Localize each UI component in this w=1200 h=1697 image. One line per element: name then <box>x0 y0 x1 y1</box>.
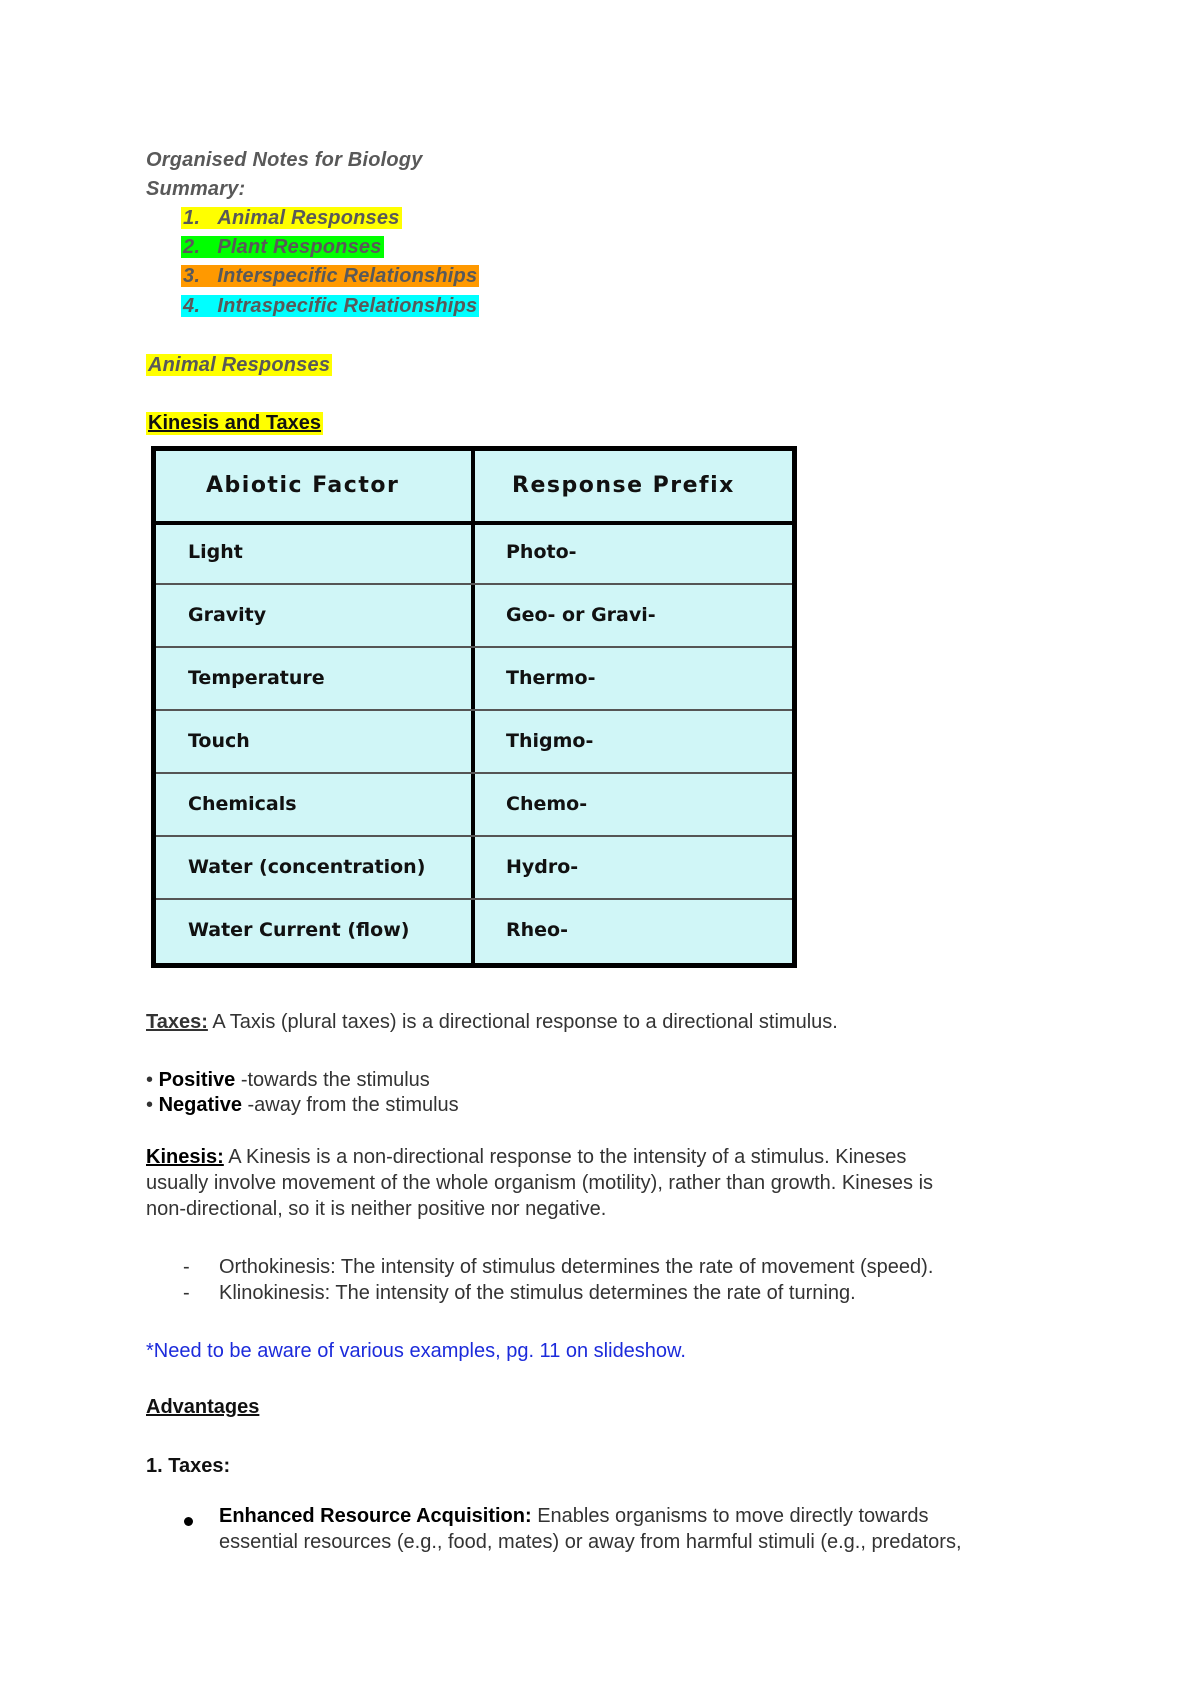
table-cell-prefix: Hydro- <box>506 856 579 878</box>
table-rule <box>156 898 792 900</box>
table-cell-factor: Temperature <box>188 667 325 689</box>
advantage-item-line-1: Enhanced Resource Acquisition: Enables organisms to move directly towards <box>219 1505 929 1527</box>
table-cell-factor: Water (concentration) <box>188 856 426 878</box>
table-rule <box>156 583 792 585</box>
table-cell-factor: Light <box>188 541 243 563</box>
summary-item-highlight: 3. Interspecific Relationships <box>183 265 478 287</box>
table-rule <box>156 709 792 711</box>
table-cell-factor: Gravity <box>188 604 267 626</box>
table-header-factor: Abiotic Factor <box>206 473 400 498</box>
table-cell-prefix: Thigmo- <box>506 730 594 752</box>
bullet-icon <box>184 1513 193 1531</box>
kinesis-paragraph-line-2: usually involve movement of the whole organism (motility), rather than growth. Kineses is <box>146 1172 934 1194</box>
kinesis-paragraph-line-3: non-directional, so it is neither positive nor negative. <box>146 1198 607 1220</box>
table-body <box>156 451 792 963</box>
slideshow-note: *Need to be aware of various examples, pg. 11 on slideshow. <box>146 1340 686 1362</box>
table-cell-prefix: Photo- <box>506 541 577 563</box>
table-rule <box>156 646 792 648</box>
abiotic-factor-table <box>151 446 797 968</box>
table-cell-prefix: Rheo- <box>506 919 568 941</box>
table-cell-factor: Chemicals <box>188 793 297 815</box>
summary-item-4 <box>181 295 479 318</box>
taxes-label: Taxes: <box>146 1011 208 1033</box>
doc-title: Organised Notes for Biology <box>146 149 423 171</box>
table-rule <box>156 772 792 774</box>
table-cell-factor: Water Current (flow) <box>188 919 410 941</box>
bullet-negative: • Negative -away from the stimulus <box>146 1094 459 1116</box>
taxes-text: A Taxis (plural taxes) is a directional response to a directional stimulus. <box>207 1011 838 1033</box>
kinesis-item-dash: - <box>183 1282 190 1304</box>
kinesis-item-dash: - <box>183 1256 190 1278</box>
section-heading: Animal Responses <box>148 354 331 376</box>
kinesis-item-orthokinesis: Orthokinesis: The intensity of stimulus determines the rate of movement (speed). <box>219 1256 934 1278</box>
subheading: Kinesis and Taxes <box>148 412 322 434</box>
kinesis-label: Kinesis: <box>146 1146 224 1168</box>
summary-item-2 <box>181 236 384 259</box>
table-header-prefix: Response Prefix <box>512 473 735 498</box>
kinesis-paragraph-line-1: Kinesis: A Kinesis is a non-directional response to the intensity of a stimulus. Kineses <box>146 1146 907 1168</box>
summary-item-3 <box>181 265 479 288</box>
table-rule <box>156 835 792 837</box>
taxes-paragraph <box>146 1009 838 1035</box>
advantage-item-line-2: essential resources (e.g., food, mates) or away from harmful stimuli (e.g., predators, <box>219 1531 962 1553</box>
summary-item-1 <box>181 207 402 230</box>
taxes-subheading: 1. Taxes: <box>146 1455 231 1477</box>
bullet-positive: • Positive -towards the stimulus <box>146 1069 430 1091</box>
table-divider <box>471 451 475 963</box>
table-cell-prefix: Chemo- <box>506 793 588 815</box>
table-cell-prefix: Thermo- <box>506 667 596 689</box>
summary-item-highlight: 1. Animal Responses <box>183 207 400 229</box>
summary-item-highlight: 2. Plant Responses <box>183 236 382 258</box>
advantages-heading: Advantages <box>146 1396 260 1418</box>
summary-label: Summary: <box>146 178 246 200</box>
table-cell-factor: Touch <box>188 730 250 752</box>
table-cell-prefix: Geo- or Gravi- <box>506 604 656 626</box>
kinesis-item-klinokinesis: Klinokinesis: The intensity of the stimulus determines the rate of turning. <box>219 1282 856 1304</box>
table-header-rule <box>156 521 792 525</box>
summary-item-highlight: 4. Intraspecific Relationships <box>183 295 478 317</box>
